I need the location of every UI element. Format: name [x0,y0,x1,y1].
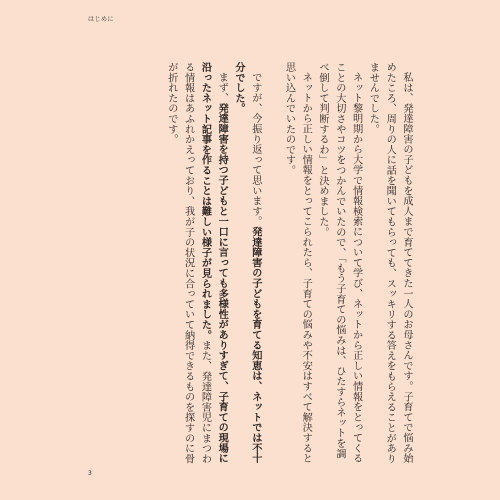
paragraph-text: ネットから正しい情報をとってこられたら、子育ての悩みや不安はすべて解決すると思い込んでいたのです。 [283,62,312,464]
paragraph-text: ですが、今振り返って思います。 [249,72,261,227]
running-head: はじめに [88,16,115,23]
paragraph-text: ネット黎明期から大学で情報検索について学び、ネットから正しい情報をとってくることの大切さやコツをつかんでいたので、「もう子育ての悩みは、ひたすらネットを調べ倒して判断するわ」と決めました。 [317,62,362,464]
paragraph-2 [313,62,363,464]
emphasis-text: 発達障害を持つ子どもと一口に言っても多様性がありすぎて、子育ての現場に沿ったネット記事を作ることは難しい様子が見られました。 [199,62,228,464]
paragraph-4 [229,62,263,464]
page-number: 3 [88,470,92,477]
paragraph-text: また、発達障害児にまつわる情報はあふれかえっており、我が子の状況に合っていて納得できるものを探すのに骨が折れたのです。 [165,62,211,464]
paragraph-3 [280,62,314,464]
paragraph-text: 私は、発達障害の子どもを成人まで育ててきた一人のお母さんです。子育てで悩み始めたころ、周りの人に話を聞いてもらっても、スッキリする答えをもらえることがありませんでした。 [367,62,412,464]
paragraph-1 [364,62,414,464]
paragraph-lead: まず、 [216,72,228,104]
body-text [80,62,414,464]
paragraph-5 [162,62,229,464]
emphasis-text: 発達障害の子どもを育てる知恵は、ネットでは不十分でした。 [233,62,261,464]
